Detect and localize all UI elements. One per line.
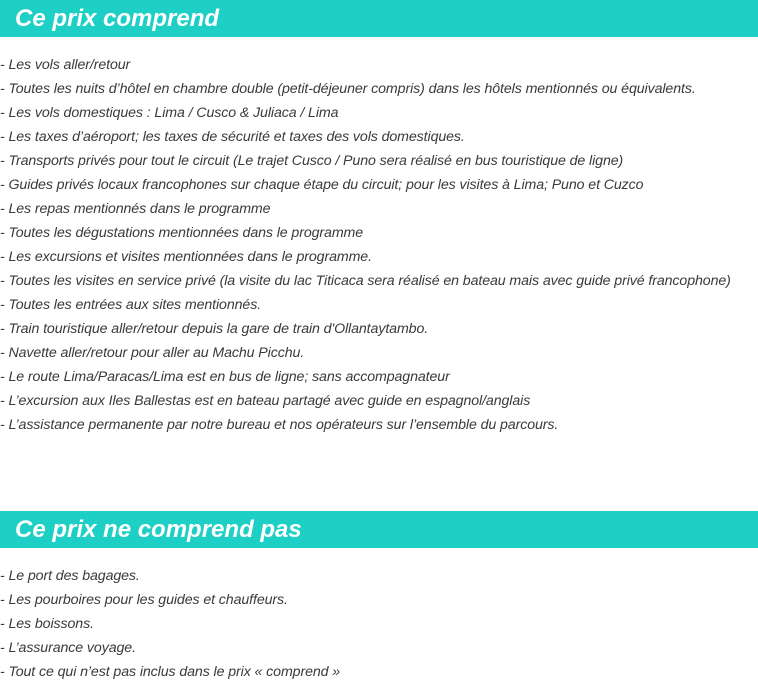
excluded-item: - L’assurance voyage. [0, 640, 136, 656]
included-item: - Toutes les nuits d’hôtel en chambre double (petit-déjeuner compris) dans les hôtels mentionnés ou équivalents. [0, 81, 696, 97]
excluded-item: - Le port des bagages. [0, 568, 140, 584]
included-item: - L’excursion aux Iles Ballestas est en bateau partagé avec guide en espagnol/anglais [0, 393, 531, 409]
included-item: - Navette aller/retour pour aller au Machu Picchu. [0, 345, 305, 361]
included-item: - Toutes les dégustations mentionnées dans le programme [0, 225, 364, 241]
included-item: - Les taxes d’aéroport; les taxes de sécurité et taxes des vols domestiques. [0, 129, 465, 145]
excluded-items-list [0, 564, 758, 684]
included-item: - Les vols aller/retour [0, 57, 131, 73]
included-item: - Guides privés locaux francophones sur chaque étape du circuit; pour les visites à Lima; Puno et Cuzco [0, 177, 644, 193]
included-items-list [0, 53, 758, 437]
excluded-section-title: Ce prix ne comprend pas [0, 511, 758, 548]
included-item: - Transports privés pour tout le circuit (Le trajet Cusco / Puno sera réalisé en bus touristique de ligne) [0, 153, 624, 169]
included-item: - Toutes les visites en service privé (la visite du lac Titicaca sera réalisé en bateau mais avec guide privé francophone) [0, 273, 731, 289]
included-item: - Les vols domestiques : Lima / Cusco & Juliaca / Lima [0, 105, 339, 121]
included-item: - Train touristique aller/retour depuis la gare de train d'Ollantaytambo. [0, 321, 429, 337]
included-item: - Les excursions et visites mentionnées dans le programme. [0, 249, 372, 265]
included-section-title: Ce prix comprend [0, 0, 758, 37]
included-item: - Toutes les entrées aux sites mentionnés. [0, 297, 262, 313]
included-item: - Le route Lima/Paracas/Lima est en bus de ligne; sans accompagnateur [0, 369, 450, 385]
excluded-item: - Les boissons. [0, 616, 94, 632]
excluded-item: - Les pourboires pour les guides et chauffeurs. [0, 592, 288, 608]
excluded-item: - Tout ce qui n’est pas inclus dans le prix « comprend » [0, 664, 341, 680]
included-item: - Les repas mentionnés dans le programme [0, 201, 271, 217]
included-item: - L’assistance permanente par notre bureau et nos opérateurs sur l’ensemble du parcours. [0, 417, 559, 433]
